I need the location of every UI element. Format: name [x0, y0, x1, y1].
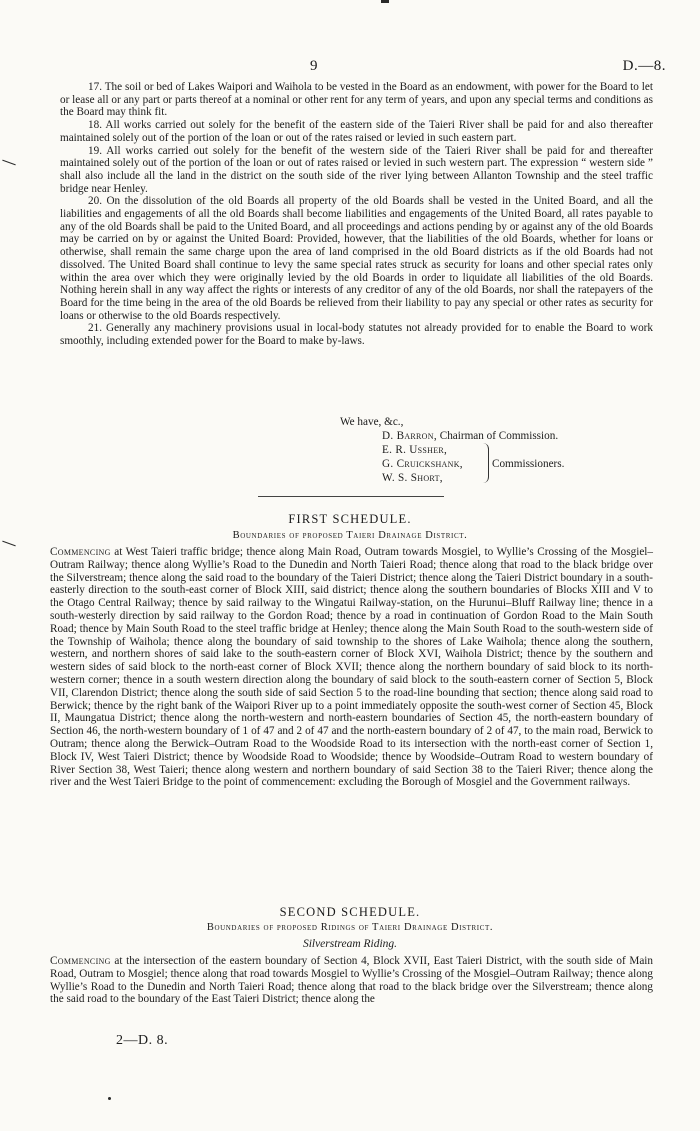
top-ink-mark [381, 0, 389, 3]
left-margin-mark [2, 160, 15, 166]
first-schedule-body: at West Taieri traffic bridge; thence along Main Road, Outram towards Mosgiel, to Wyllie’s Crossing of the Mosgiel–Outram Railway; thence along Wyllie’s Road to the Dunedin and North Taieri Road; thence along that road to the black bridge over the Silverstream; thence along the said road to the boundary of the Taieri District; thence along the Taieri District boundary in a south-easterly direction to the south-east corner of Block XIII, said district; thence along the southern boundaries of Blocks XIII and V to the Otago Central Railway; thence by said railway to the Wingatui Railway-station, on the Hurunui–Bluff Railway line; thence in a south-westerly direction by said railway to the Gordon Road; thence by a road in continuation of Gordon Road to the Main South Road; thence by Main South Road to the steel traffic bridge at Henley; thence along the Main South Road to the south-western side of the Township of Waihola; thence along the boundary of said township to the shores of Lake Waihola; thence along the southern, western, and northern shores of said lake to the south-eastern corner of Block XVI, Waihola District; thence by the southern and western sides of said block to the north-east corner of Block XVII; thence along the northern boundary of said block to its north-western corner; thence in a south western direction along the boundary of said block to the south-eastern corner of Section 5, Block VII, Clarendon District; thence along the south side of said Section 5 to the road-line bounding that section; thence along said road to Berwick; thence by the right bank of the Waipori River up to a point immediately opposite the south-west corner of Section 45, Block II, Maungatua District; thence along the north-western and north-eastern boundaries of Section 45, the north-eastern boundary of Section 46, the north-western boundary of 1 of 47 and 2 of 47 and the north-eastern boundary of 2 of 47, to the main road, Berwick to Outram; thence along the Berwick–Outram Road to the Woodside Road to its intersection with the north-east corner of Section 1, Block IV, West Taieri District; thence by Woodside Road to Woodside; thence by Woodside–Outram Road to western boundary of River Section 38, West Taieri; thence along western and northern boundary of said Section 38 to the Taieri River; thence along the river and the West Taieri Bridge to the point of commencement: excluding the Borough of Mosgiel and the Government railways. [50, 546, 653, 789]
first-schedule-subtitle: Boundaries of proposed Taieri Drainage District. [232, 530, 468, 541]
commissioner-name: G. Cruickshank, [382, 458, 463, 470]
sheet-signature-mark: 2—D. 8. [116, 1033, 169, 1048]
we-have-line: We have, &c., [340, 416, 404, 428]
document-reference: D.—8. [622, 58, 666, 74]
commissioners-label: Commissioners. [492, 458, 565, 470]
commissioner-name: W. S. Short, [382, 472, 443, 484]
paragraph-21: 21. Generally any machinery provisions usual in local-body statutes not already provided for to enable the Board to work smoothly, including extended power for the Board to make by-laws. [60, 322, 653, 348]
first-schedule-text [50, 546, 653, 789]
numbered-paragraphs [60, 81, 653, 348]
chairman-name: D. Barron, [382, 430, 437, 442]
commissioners-brace [482, 443, 489, 483]
riding-heading: Silverstream Riding. [302, 938, 398, 950]
paragraph-19: 19. All works carried out solely for the benefit of the western side of the Taieri River shall be paid for and thereafter maintained solely out of the portion of the loan or out of rates raised or levied in such western part. The expression “ western side ” shall also include all the land in the district on the south side of the river lying between Allanton Township and the steel traffic bridge near Henley. [60, 144, 653, 195]
chairman-role: Chairman of Commission. [439, 430, 559, 442]
second-schedule-body: at the intersection of the eastern boundary of Section 4, Block XVII, East Taieri District, with the south side of Main Road, Outram to Mosgiel; thence along that road towards Mosgiel to Wyllie’s Crossing of the Mosgiel–Outram Railway; thence along Wyllie’s Road to the Dunedin and North Taieri Road; thence along that road to the black bridge over the Silverstream; thence along the said road to the boundary of the East Taieri District; thence along the [50, 955, 653, 1006]
second-schedule-text [50, 955, 653, 1006]
second-schedule-subtitle: Boundaries of proposed Ridings of Taieri Drainage District. [206, 922, 494, 933]
bottom-ink-dot [108, 1097, 111, 1100]
paragraph-17: 17. The soil or bed of Lakes Waipori and Waihola to be vested in the Board as an endowment, with power for the Board to let or lease all or any part or parts thereof at a nominal or other rent for any term of years, and upon any special terms and conditions as the Board may think fit. [60, 81, 653, 119]
first-schedule-lead: Commencing [50, 546, 111, 558]
second-schedule-lead: Commencing [50, 955, 111, 967]
second-schedule-title: SECOND SCHEDULE. [279, 905, 421, 919]
page-number: 9 [310, 58, 318, 74]
paragraph-20: 20. On the dissolution of the old Boards all property of the old Boards shall be vested in the United Board, and all the liabilities and engagements of all the old Boards shall become liabilities and engagements of the United Board, all rates payable to any of the old Boards shall be paid to the United Board, and all proceedings and actions pending by or against any of the old Boards may be carried on by or against the United Board: Provided, however, that the liabilities of the old Boards, whether for loans or otherwise, shall remain the same charge upon the area of land comprised in the old Board districts as if the old Boards had not dissolved. The United Board shall continue to levy the same special rates struck as security for loans and other special rates only within the area over which they were originally levied by the old Boards in order to liquidate all liabilities of the old Boards. Nothing herein shall in any way affect the rights or interests of any creditor of any of the old Boards, nor shall the ratepayers of the Board for the time being in the area of the old Boards be relieved from their liability to pay any special or other rates as security for loans or otherwise to the old Boards respectively. [60, 195, 653, 322]
chairman-line [382, 430, 558, 444]
commissioner-name: E. R. Ussher, [382, 444, 448, 456]
signature-block [60, 416, 653, 486]
section-divider [258, 496, 444, 497]
first-schedule-title: FIRST SCHEDULE. [288, 512, 412, 526]
left-margin-mark-2 [2, 541, 15, 547]
paragraph-18: 18. All works carried out solely for the benefit of the eastern side of the Taieri River shall be paid for and also thereafter maintained solely out of the portion of the loan or out of the rates raised or levied in such eastern part. [60, 119, 653, 144]
